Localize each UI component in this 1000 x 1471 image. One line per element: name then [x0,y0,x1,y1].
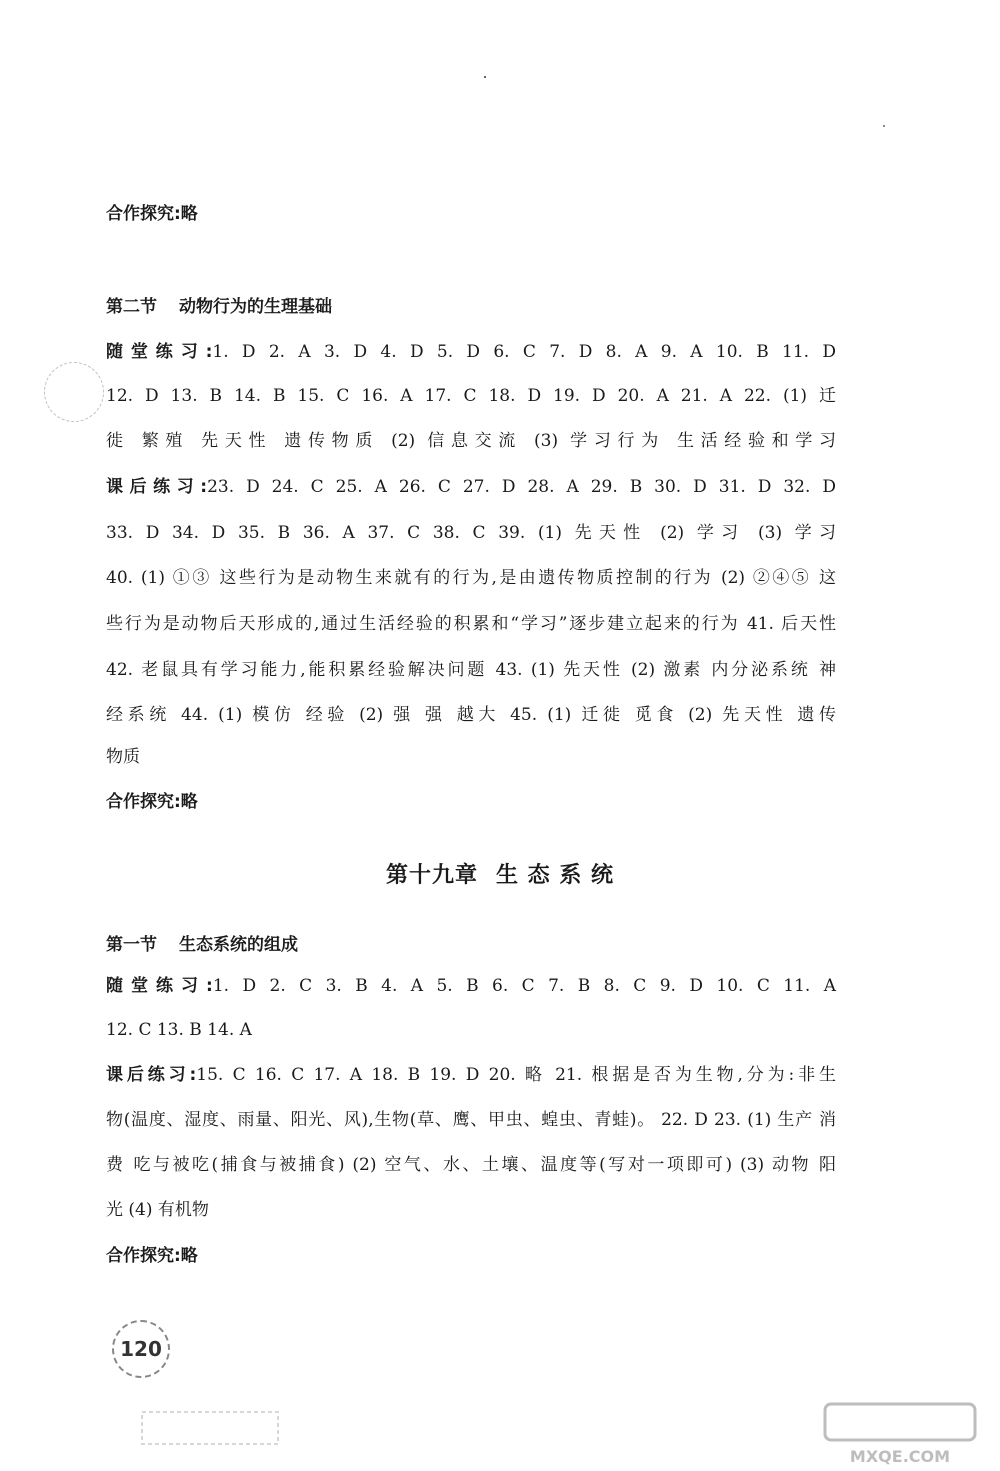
answer-text: 23. D 24. C 25. A 26. C 27. D 28. A 29. B 30. D 31. D 32. D [207,477,836,497]
section-title: 动物行为的生理基础 [179,297,332,317]
page-number: 120 [112,1320,170,1378]
chapter-name: 生 态 系 统 [496,863,614,888]
answer-line: 33. D 34. D 35. B 36. A 37. C 38. C 39. (1) 先天性 (2) 学习 (3) 学习 [106,523,836,543]
answer-text: 1. D 2. C 3. B 4. A 5. B 6. C 7. B 8. C 9. D 10. C 11. A [212,976,836,996]
answer-line: 物(温度、湿度、雨量、阳光、风),生物(草、鹰、甲虫、蝗虫、青蛙)。 22. D 23. (1) 生产 消 [106,1110,836,1130]
answer-line: 12. D 13. B 14. B 15. C 16. A 17. C 18. D 19. D 20. A 21. A 22. (1) 迁 [106,386,836,406]
chapter-number: 第十九章 [386,863,479,888]
section-number: 第二节 [106,297,157,317]
cooperative-inquiry-line: 合作探究:略 [106,204,198,224]
cooperative-inquiry-line: 合作探究:略 [106,1246,198,1266]
answer-line: 徙 繁殖 先天性 遗传物质 (2) 信息交流 (3) 学习行为 生活经验和学习 [106,431,836,451]
cooperative-inquiry-line: 合作探究:略 [106,792,198,812]
answer-line [106,340,836,364]
chapter-title [0,858,1000,889]
homework-label: 课后练习: [106,1065,197,1085]
answer-line: 40. (1) ①③ 这些行为是动物生来就有的行为,是由遗传物质控制的行为 (2) ②④⑤ 这 [106,568,836,588]
section-heading [106,292,332,317]
practice-label: 随堂练习: [106,976,213,996]
section-title: 生态系统的组成 [179,935,298,955]
answer-line: 费 吃与被吃(捕食与被捕食) (2) 空气、水、土壤、温度等(写对一项即可) (3) 动物 阳 [106,1155,836,1175]
answer-text: 15. C 16. C 17. A 18. B 19. D 20. 略 21. 根据是否为生物,分为:非生 [196,1065,836,1085]
answer-line: 经系统 44. (1) 模仿 经验 (2) 强 强 越大 45. (1) 迁徙 觅食 (2) 先天性 遗传 [106,705,836,725]
answer-line [106,1063,836,1087]
answer-line: 42. 老鼠具有学习能力,能积累经验解决问题 43. (1) 先天性 (2) 激素 内分泌系统 神 [106,660,836,680]
section-number: 第一节 [106,935,157,955]
answer-line [106,475,836,499]
section-heading [106,930,298,955]
answer-line: 些行为是动物后天形成的,通过生活经验的积累和“学习”逐步建立起来的行为 41. 后天性 [106,614,836,634]
answer-line: 光 (4) 有机物 [106,1200,209,1220]
answer-line [106,974,836,998]
faint-circular-stamp [44,362,104,422]
homework-label: 课后练习: [106,477,208,497]
watermark-logo [815,1400,985,1470]
watermark-text: MXQE.COM [849,1447,951,1466]
practice-label: 随堂练习: [106,342,213,362]
answer-line: 12. C 13. B 14. A [106,1020,252,1040]
faint-bottom-stamp [140,1408,280,1448]
scan-speck [484,76,486,78]
answer-line: 物质 [106,747,140,767]
answer-text: 1. D 2. A 3. D 4. D 5. D 6. C 7. D 8. A 9. A 10. B 11. D [212,342,836,362]
scan-speck [883,125,885,127]
